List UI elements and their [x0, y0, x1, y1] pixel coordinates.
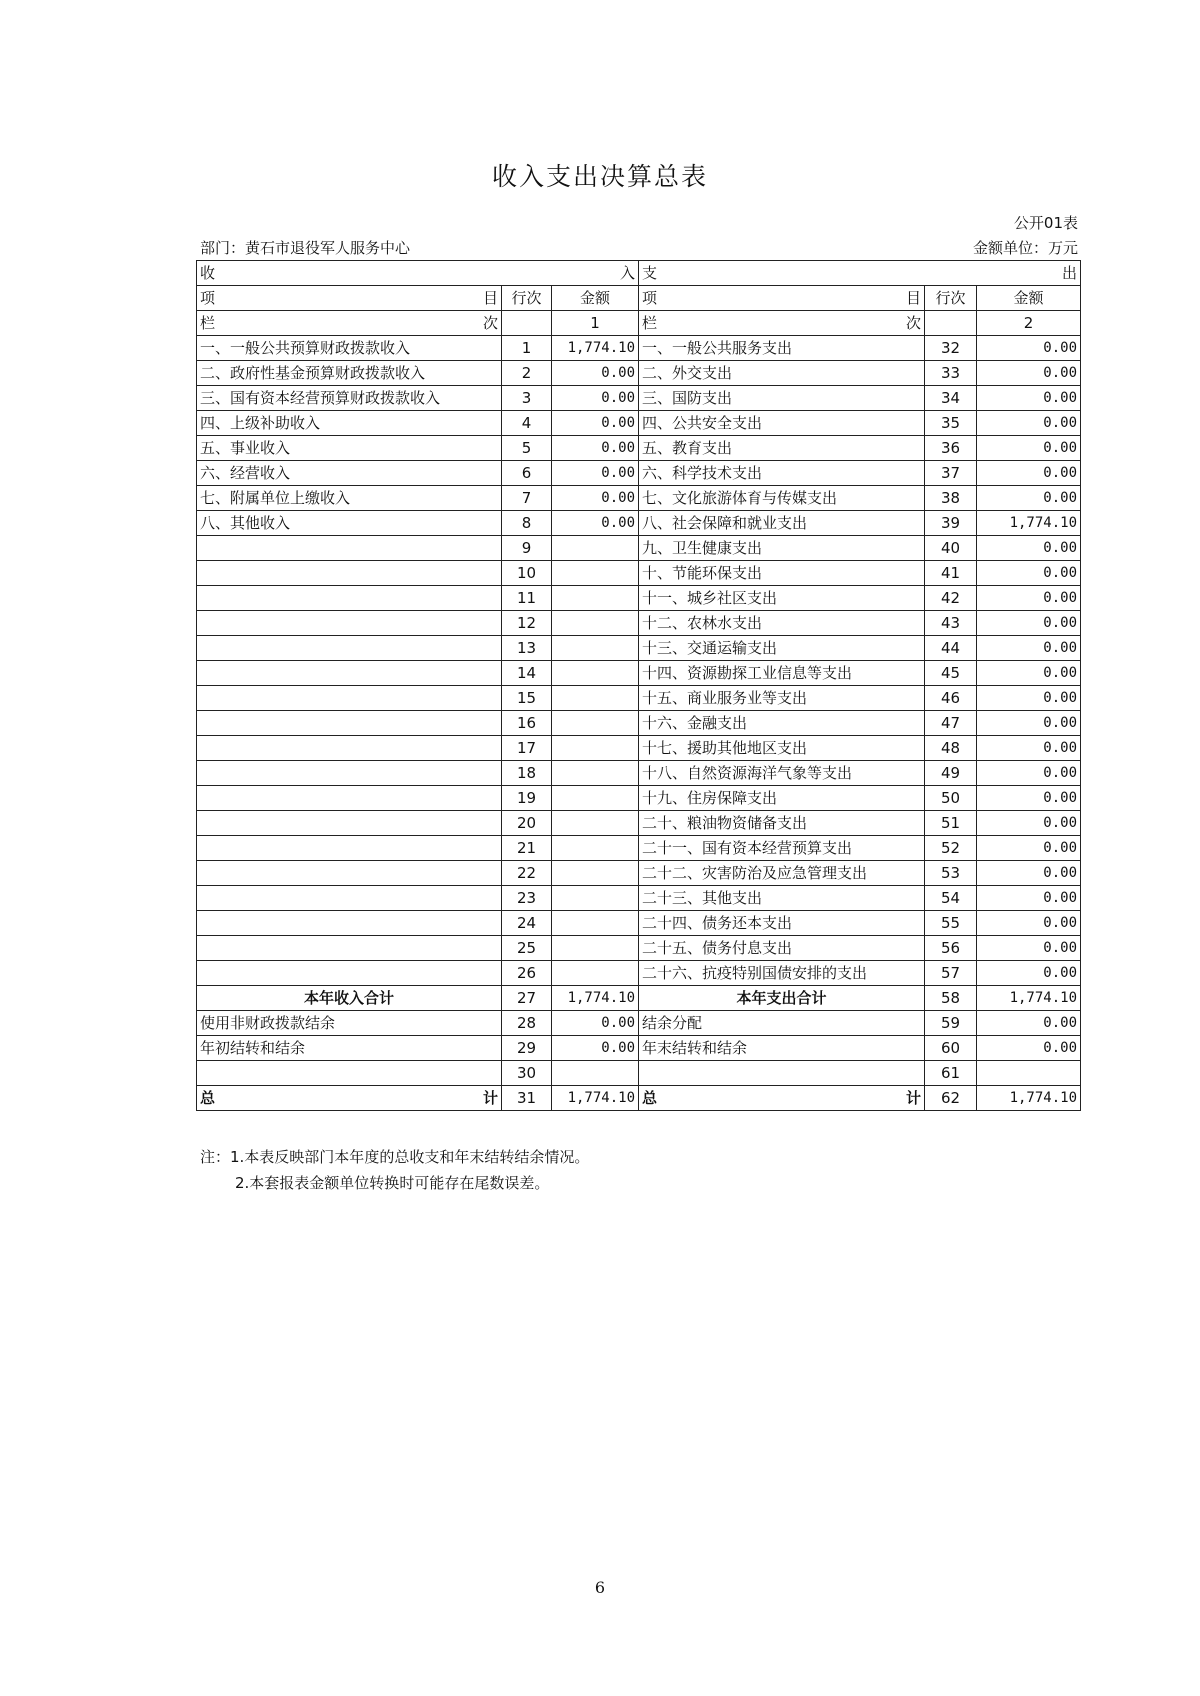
expense-line-number: 33 — [925, 361, 977, 386]
income-item-name: 一、一般公共预算财政拨款收入 — [197, 336, 502, 361]
income-header-left: 收 — [200, 264, 216, 282]
income-item-name — [197, 761, 502, 786]
expense-amount: 0.00 — [977, 686, 1081, 711]
expense-amount: 0.00 — [977, 661, 1081, 686]
income-line-number: 20 — [502, 811, 552, 836]
expense-amount: 0.00 — [977, 636, 1081, 661]
income-line-number: 23 — [502, 886, 552, 911]
income-amount — [552, 536, 639, 561]
expense-line-number: 52 — [925, 836, 977, 861]
table-row — [197, 461, 1081, 486]
expense-item-name: 二十五、债务付息支出 — [639, 936, 925, 961]
income-item-name: 三、国有资本经营预算财政拨款收入 — [197, 386, 502, 411]
expense-line-number: 54 — [925, 886, 977, 911]
income-item-header — [197, 286, 502, 311]
income-amount: 0.00 — [552, 1011, 639, 1036]
expense-line-number: 40 — [925, 536, 977, 561]
expense-item-name: 二十、粮油物资储备支出 — [639, 811, 925, 836]
income-line-number: 4 — [502, 411, 552, 436]
item-header-left: 项 — [200, 289, 216, 307]
income-item-name — [197, 686, 502, 711]
expense-amount: 0.00 — [977, 536, 1081, 561]
expense-item-name: 十六、金融支出 — [639, 711, 925, 736]
expense-item-name: 二十三、其他支出 — [639, 886, 925, 911]
expense-amount: 0.00 — [977, 886, 1081, 911]
income-amount: 0.00 — [552, 1036, 639, 1061]
header-row-colnum — [197, 311, 1081, 336]
expense-item-name: 本年支出合计 — [639, 986, 925, 1011]
expense-line-number: 42 — [925, 586, 977, 611]
total-label-left: 总 — [200, 1089, 216, 1107]
table-row — [197, 611, 1081, 636]
item-header-right: 目 — [905, 289, 921, 307]
col-label-left: 栏 — [200, 314, 216, 332]
income-item-name: 六、经营收入 — [197, 461, 502, 486]
income-amount — [552, 861, 639, 886]
item-header-right: 目 — [482, 289, 498, 307]
expense-total-line: 62 — [925, 1086, 977, 1111]
expense-item-name: 二十四、债务还本支出 — [639, 911, 925, 936]
income-item-name: 四、上级补助收入 — [197, 411, 502, 436]
income-amount — [552, 736, 639, 761]
income-amount — [552, 686, 639, 711]
income-item-name — [197, 811, 502, 836]
expense-line-number: 37 — [925, 461, 977, 486]
expense-amount: 0.00 — [977, 836, 1081, 861]
income-item-name — [197, 611, 502, 636]
expense-item-name: 结余分配 — [639, 1011, 925, 1036]
income-amount — [552, 611, 639, 636]
income-amount — [552, 961, 639, 986]
page-number: 6 — [594, 1578, 606, 1597]
table-row — [197, 1061, 1081, 1086]
expense-line-number: 53 — [925, 861, 977, 886]
income-amount — [552, 761, 639, 786]
expense-item-name: 十七、援助其他地区支出 — [639, 736, 925, 761]
table-row — [197, 361, 1081, 386]
expense-line-number: 61 — [925, 1061, 977, 1086]
expense-amount: 0.00 — [977, 1036, 1081, 1061]
income-line-number: 22 — [502, 861, 552, 886]
income-item-name: 八、其他收入 — [197, 511, 502, 536]
empty-cell — [502, 311, 552, 336]
expense-amount: 0.00 — [977, 336, 1081, 361]
income-line-number: 15 — [502, 686, 552, 711]
table-row — [197, 661, 1081, 686]
table-row — [197, 861, 1081, 886]
income-expense-table — [196, 260, 1081, 1111]
table-row — [197, 886, 1081, 911]
table-row — [197, 1011, 1081, 1036]
income-col-number: 1 — [552, 311, 639, 336]
income-line-number: 29 — [502, 1036, 552, 1061]
income-line-number: 28 — [502, 1011, 552, 1036]
income-amount — [552, 936, 639, 961]
expense-item-name: 一、一般公共服务支出 — [639, 336, 925, 361]
income-header-right: 入 — [619, 264, 635, 282]
expense-line-number: 44 — [925, 636, 977, 661]
header-row-columns — [197, 286, 1081, 311]
income-total-amount: 1,774.10 — [552, 1086, 639, 1111]
income-item-name: 本年收入合计 — [197, 986, 502, 1011]
expense-item-name: 十二、农林水支出 — [639, 611, 925, 636]
income-line-number: 16 — [502, 711, 552, 736]
income-item-name — [197, 661, 502, 686]
income-amount: 1,774.10 — [552, 986, 639, 1011]
table-row — [197, 636, 1081, 661]
income-item-name — [197, 561, 502, 586]
income-item-name — [197, 711, 502, 736]
expense-item-name: 九、卫生健康支出 — [639, 536, 925, 561]
table-row — [197, 911, 1081, 936]
income-item-name — [197, 586, 502, 611]
expense-amount: 0.00 — [977, 486, 1081, 511]
expense-total-amount: 1,774.10 — [977, 1086, 1081, 1111]
income-amount: 0.00 — [552, 486, 639, 511]
income-line-number: 13 — [502, 636, 552, 661]
expense-item-name: 二十六、抗疫特别国债安排的支出 — [639, 961, 925, 986]
income-item-name — [197, 886, 502, 911]
expense-item-name: 十八、自然资源海洋气象等支出 — [639, 761, 925, 786]
department-label: 部门：黄石市退役军人服务中心 — [200, 239, 411, 257]
table-row — [197, 686, 1081, 711]
income-item-name: 二、政府性基金预算财政拨款收入 — [197, 361, 502, 386]
expense-item-name: 五、教育支出 — [639, 436, 925, 461]
expense-amount: 0.00 — [977, 861, 1081, 886]
total-label-right: 计 — [905, 1089, 921, 1107]
income-line-number: 27 — [502, 986, 552, 1011]
expense-line-number: 47 — [925, 711, 977, 736]
income-item-name: 使用非财政拨款结余 — [197, 1011, 502, 1036]
item-header-left: 项 — [642, 289, 658, 307]
expense-item-name: 十四、资源勘探工业信息等支出 — [639, 661, 925, 686]
income-total-label — [197, 1086, 502, 1111]
income-line-number: 25 — [502, 936, 552, 961]
table-row — [197, 536, 1081, 561]
expense-amount: 0.00 — [977, 586, 1081, 611]
expense-amount: 0.00 — [977, 361, 1081, 386]
income-amount — [552, 911, 639, 936]
income-line-number: 12 — [502, 611, 552, 636]
income-item-name — [197, 911, 502, 936]
note-2: 2.本套报表金额单位转换时可能存在尾数误差。 — [235, 1174, 550, 1192]
income-item-name — [197, 836, 502, 861]
expense-line-number: 51 — [925, 811, 977, 836]
expense-item-name: 十三、交通运输支出 — [639, 636, 925, 661]
income-item-name — [197, 961, 502, 986]
table-row — [197, 586, 1081, 611]
income-amount — [552, 586, 639, 611]
income-line-number: 6 — [502, 461, 552, 486]
income-item-name — [197, 786, 502, 811]
expense-amount: 1,774.10 — [977, 511, 1081, 536]
income-item-name — [197, 936, 502, 961]
income-amount-header: 金额 — [552, 286, 639, 311]
expense-line-number: 60 — [925, 1036, 977, 1061]
expense-item-header — [639, 286, 925, 311]
income-line-number: 11 — [502, 586, 552, 611]
income-line-number: 8 — [502, 511, 552, 536]
expense-item-name: 二十二、灾害防治及应急管理支出 — [639, 861, 925, 886]
table-row — [197, 786, 1081, 811]
table-row — [197, 561, 1081, 586]
expense-amount: 0.00 — [977, 711, 1081, 736]
expense-item-name: 十九、住房保障支出 — [639, 786, 925, 811]
table-row — [197, 486, 1081, 511]
table-row — [197, 811, 1081, 836]
income-line-number: 5 — [502, 436, 552, 461]
income-amount: 0.00 — [552, 361, 639, 386]
table-row — [197, 411, 1081, 436]
expense-item-name: 十五、商业服务业等支出 — [639, 686, 925, 711]
expense-item-name: 四、公共安全支出 — [639, 411, 925, 436]
expense-line-number: 55 — [925, 911, 977, 936]
header-row-category — [197, 261, 1081, 286]
expense-amount: 0.00 — [977, 736, 1081, 761]
expense-item-name: 三、国防支出 — [639, 386, 925, 411]
expense-amount: 0.00 — [977, 761, 1081, 786]
expense-line-number: 35 — [925, 411, 977, 436]
expense-item-name: 年末结转和结余 — [639, 1036, 925, 1061]
expense-line-number: 56 — [925, 936, 977, 961]
expense-item-name: 十、节能环保支出 — [639, 561, 925, 586]
col-label-left: 栏 — [642, 314, 658, 332]
income-item-name — [197, 1061, 502, 1086]
income-line-number: 2 — [502, 361, 552, 386]
expense-amount: 0.00 — [977, 936, 1081, 961]
expense-line-number: 57 — [925, 961, 977, 986]
expense-line-number: 58 — [925, 986, 977, 1011]
subtotal-row — [197, 986, 1081, 1011]
income-amount — [552, 1061, 639, 1086]
income-amount — [552, 886, 639, 911]
expense-line-number: 41 — [925, 561, 977, 586]
expense-amount: 0.00 — [977, 461, 1081, 486]
income-amount — [552, 711, 639, 736]
expense-line-number: 50 — [925, 786, 977, 811]
income-item-name: 七、附属单位上缴收入 — [197, 486, 502, 511]
form-number: 公开01表 — [1013, 214, 1078, 232]
expense-line-number: 39 — [925, 511, 977, 536]
income-line-number: 26 — [502, 961, 552, 986]
income-item-name: 年初结转和结余 — [197, 1036, 502, 1061]
income-line-number: 14 — [502, 661, 552, 686]
income-header-cell — [197, 261, 639, 286]
expense-amount: 0.00 — [977, 386, 1081, 411]
income-amount: 0.00 — [552, 511, 639, 536]
income-item-name — [197, 636, 502, 661]
income-item-name: 五、事业收入 — [197, 436, 502, 461]
expense-amount: 0.00 — [977, 786, 1081, 811]
income-line-number: 24 — [502, 911, 552, 936]
income-line-header: 行次 — [502, 286, 552, 311]
table-row — [197, 511, 1081, 536]
expense-amount: 0.00 — [977, 411, 1081, 436]
income-amount: 0.00 — [552, 386, 639, 411]
expense-header-right: 出 — [1061, 264, 1077, 282]
expense-amount: 0.00 — [977, 811, 1081, 836]
income-line-number: 1 — [502, 336, 552, 361]
total-row — [197, 1086, 1081, 1111]
expense-item-name: 七、文化旅游体育与传媒支出 — [639, 486, 925, 511]
table-row — [197, 836, 1081, 861]
amount-unit-label: 金额单位：万元 — [972, 239, 1078, 257]
income-line-number: 9 — [502, 536, 552, 561]
income-line-number: 3 — [502, 386, 552, 411]
expense-item-name: 二十一、国有资本经营预算支出 — [639, 836, 925, 861]
total-label-left: 总 — [642, 1089, 658, 1107]
expense-col-label — [639, 311, 925, 336]
expense-line-number: 34 — [925, 386, 977, 411]
table-row — [197, 736, 1081, 761]
income-item-name — [197, 536, 502, 561]
income-amount: 0.00 — [552, 436, 639, 461]
income-line-number: 18 — [502, 761, 552, 786]
expense-line-header: 行次 — [925, 286, 977, 311]
expense-amount: 0.00 — [977, 561, 1081, 586]
expense-line-number: 49 — [925, 761, 977, 786]
col-label-right: 次 — [905, 314, 921, 332]
expense-amount — [977, 1061, 1081, 1086]
total-label-right: 计 — [482, 1089, 498, 1107]
empty-cell — [925, 311, 977, 336]
income-amount — [552, 786, 639, 811]
expense-amount-header: 金额 — [977, 286, 1081, 311]
income-line-number: 19 — [502, 786, 552, 811]
expense-line-number: 59 — [925, 1011, 977, 1036]
income-item-name — [197, 736, 502, 761]
expense-total-label — [639, 1086, 925, 1111]
expense-line-number: 48 — [925, 736, 977, 761]
expense-header-left: 支 — [642, 264, 658, 282]
expense-header-cell — [639, 261, 1081, 286]
income-line-number: 7 — [502, 486, 552, 511]
table-row — [197, 336, 1081, 361]
table-row — [197, 961, 1081, 986]
income-amount — [552, 811, 639, 836]
table-row — [197, 436, 1081, 461]
income-amount: 1,774.10 — [552, 336, 639, 361]
expense-line-number: 32 — [925, 336, 977, 361]
expense-line-number: 38 — [925, 486, 977, 511]
expense-line-number: 43 — [925, 611, 977, 636]
table-row — [197, 386, 1081, 411]
income-amount — [552, 836, 639, 861]
income-amount: 0.00 — [552, 411, 639, 436]
expense-line-number: 36 — [925, 436, 977, 461]
expense-amount: 0.00 — [977, 911, 1081, 936]
expense-item-name — [639, 1061, 925, 1086]
income-amount — [552, 661, 639, 686]
expense-item-name: 六、科学技术支出 — [639, 461, 925, 486]
income-amount: 0.00 — [552, 461, 639, 486]
expense-amount: 1,774.10 — [977, 986, 1081, 1011]
expense-amount: 0.00 — [977, 611, 1081, 636]
table-row — [197, 711, 1081, 736]
income-line-number: 30 — [502, 1061, 552, 1086]
table-row — [197, 936, 1081, 961]
table-row — [197, 761, 1081, 786]
note-1: 注：1.本表反映部门本年度的总收支和年末结转结余情况。 — [200, 1148, 590, 1166]
expense-item-name: 二、外交支出 — [639, 361, 925, 386]
income-col-label — [197, 311, 502, 336]
expense-item-name: 八、社会保障和就业支出 — [639, 511, 925, 536]
expense-amount: 0.00 — [977, 961, 1081, 986]
expense-amount: 0.00 — [977, 436, 1081, 461]
income-total-line: 31 — [502, 1086, 552, 1111]
expense-line-number: 46 — [925, 686, 977, 711]
expense-item-name: 十一、城乡社区支出 — [639, 586, 925, 611]
table-row — [197, 1036, 1081, 1061]
expense-amount: 0.00 — [977, 1011, 1081, 1036]
income-item-name — [197, 861, 502, 886]
income-line-number: 10 — [502, 561, 552, 586]
col-label-right: 次 — [482, 314, 498, 332]
income-line-number: 21 — [502, 836, 552, 861]
page-title: 收入支出决算总表 — [491, 162, 708, 191]
expense-line-number: 45 — [925, 661, 977, 686]
income-line-number: 17 — [502, 736, 552, 761]
income-amount — [552, 636, 639, 661]
expense-col-number: 2 — [977, 311, 1081, 336]
income-amount — [552, 561, 639, 586]
